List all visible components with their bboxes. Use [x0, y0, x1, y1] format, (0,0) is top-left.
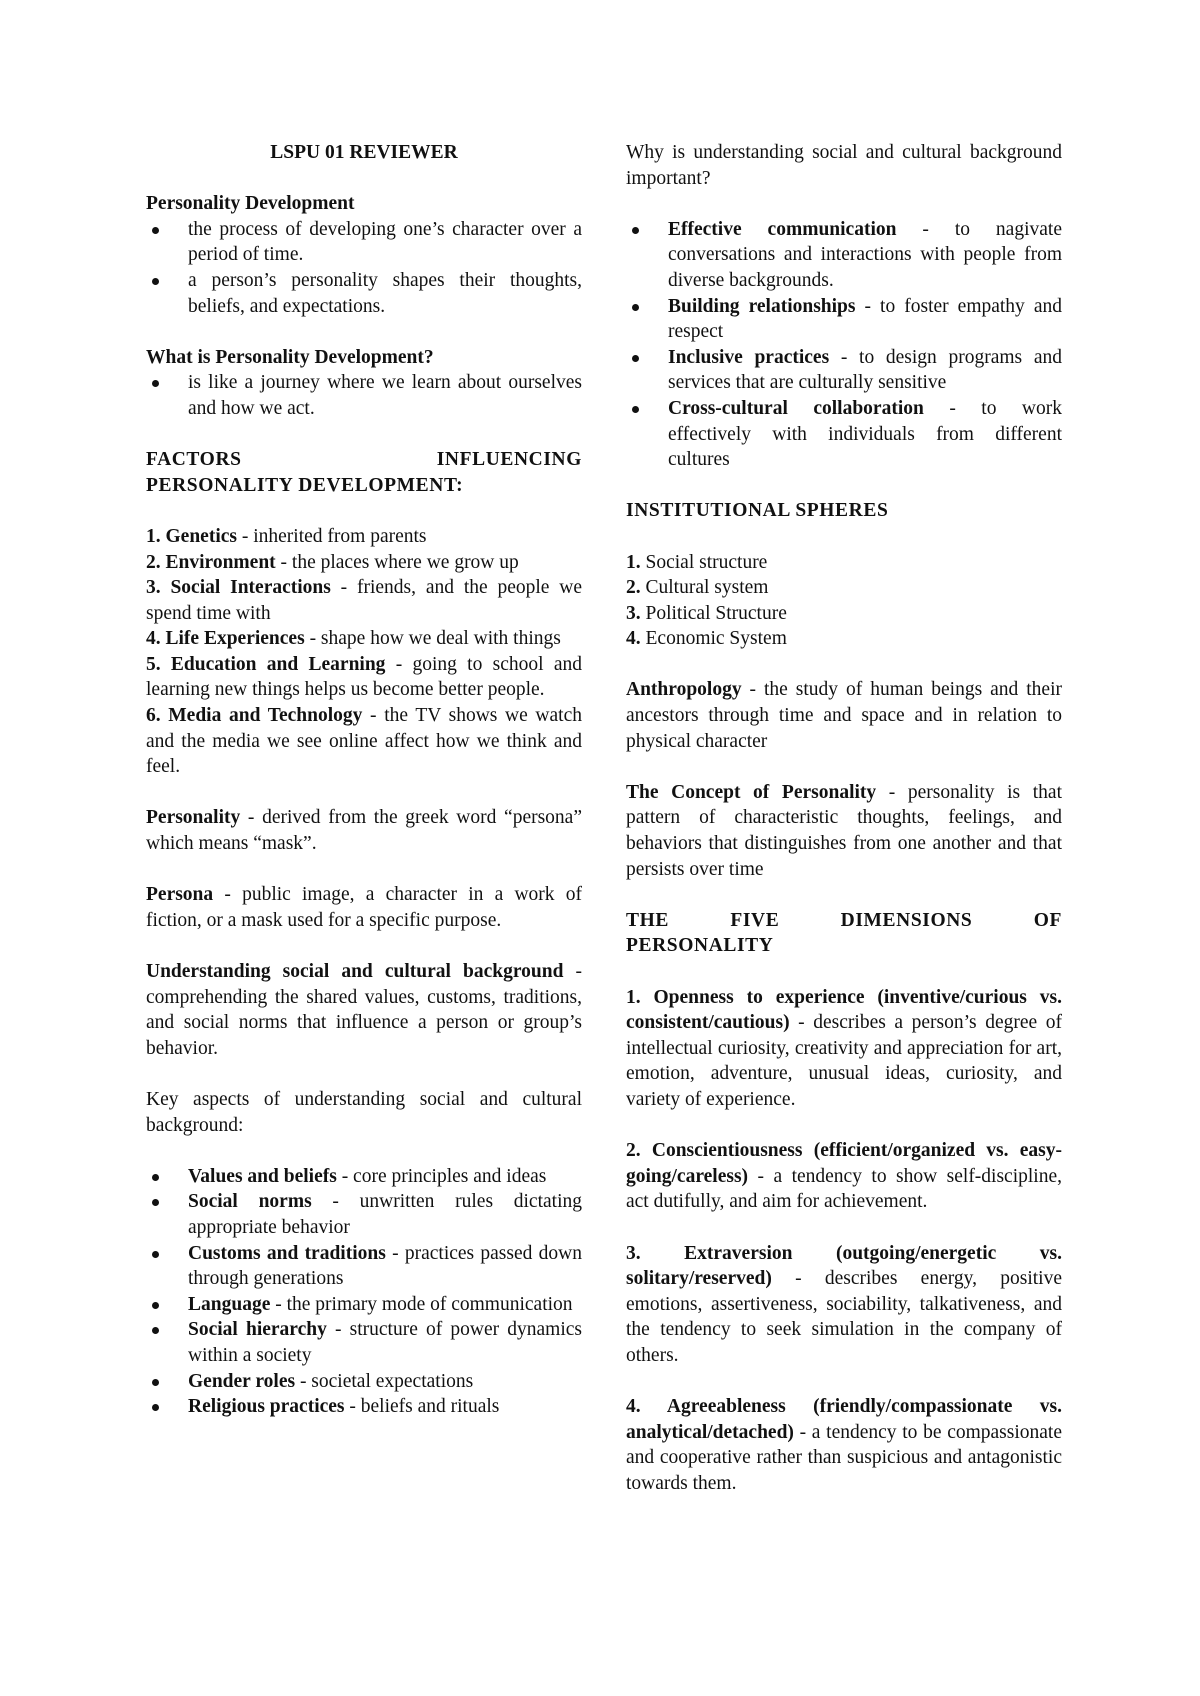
five-heading-line2: PERSONALITY	[626, 935, 774, 957]
factor-item: 3. Social Interactions - friends, and the people we spend time with	[146, 577, 583, 624]
what-bullet-list	[146, 370, 582, 421]
bullet-icon	[152, 1251, 159, 1258]
factors-heading-line1: FACTORS INFLUENCING	[146, 449, 582, 471]
bullet-icon	[152, 380, 159, 387]
bullet-icon	[152, 1379, 159, 1386]
anthropology-definition: Anthropology - the study of human beings and their ancestors through time and space and in relation to physical character	[626, 679, 1062, 752]
dimension-item: 4. Agreeableness (friendly/compassionate vs. analytical/detached) - a tendency to be compassionate and cooperative rather than suspicious and antagonistic towards them.	[626, 1396, 1062, 1494]
document-title: LSPU 01 REVIEWER	[270, 142, 458, 163]
what-heading: What is Personality Development?	[146, 346, 434, 368]
bullet-icon	[632, 304, 639, 311]
pd-bullet-list	[146, 217, 582, 319]
why-bullet: Cross-cultural collaboration - to work effectively with individuals from different cultures	[626, 396, 1062, 473]
left-column	[146, 140, 582, 1420]
why-bullet-list	[626, 217, 1062, 473]
bullet-icon	[152, 227, 159, 234]
factor-item: 6. Media and Technology - the TV shows we watch and the media we see online affect how we think and feel.	[146, 705, 582, 778]
why-question: Why is understanding social and cultural background important?	[626, 142, 1062, 189]
bullet-icon	[152, 1302, 159, 1309]
pd-bullet: the process of developing one’s character over a period of time.	[146, 217, 582, 268]
key-aspect-item: Customs and traditions - practices passed down through generations	[146, 1241, 582, 1292]
factor-item: 5. Education and Learning - going to school and learning new things helps us become better people.	[146, 653, 582, 701]
factor-item: 1. Genetics - inherited from parents	[146, 525, 427, 547]
key-aspect-item: Social hierarchy - structure of power dynamics within a society	[146, 1317, 582, 1368]
why-bullet: Building relationships - to foster empathy and respect	[626, 294, 1062, 345]
why-bullet: Effective communication - to nagivate conversations and interactions with people from diverse backgrounds.	[626, 217, 1062, 294]
bullet-icon	[632, 227, 639, 234]
persona-definition: Persona - public image, a character in a work of fiction, or a mask used for a specific purpose.	[146, 884, 582, 931]
five-heading-line1: THE FIVE DIMENSIONS OF	[626, 909, 1062, 931]
dimension-item: 2. Conscientiousness (efficient/organized vs. easy-going/careless) - a tendency to show self-discipline, act dutifully, and aim for achievement.	[626, 1140, 1062, 1213]
what-bullet: is like a journey where we learn about ourselves and how we act.	[146, 370, 582, 421]
factors-heading-line2: PERSONALITY DEVELOPMENT:	[146, 474, 464, 496]
spheres-heading: INSTITUTIONAL SPHERES	[626, 500, 889, 522]
personality-definition: Personality - derived from the greek word “persona” which means “mask”.	[146, 807, 582, 855]
bullet-icon	[632, 355, 639, 362]
usc-definition: Understanding social and cultural background - comprehending the shared values, customs, traditions, and social norms that influence a person or group’s behavior.	[146, 961, 582, 1059]
spheres-list	[626, 550, 1062, 652]
key-aspects-intro: Key aspects of understanding social and cultural background:	[146, 1088, 582, 1136]
key-aspects-list	[146, 1164, 582, 1420]
sphere-item: 3. Political Structure	[626, 602, 787, 624]
factor-item: 2. Environment - the places where we grow up	[146, 551, 519, 573]
factors-list	[146, 524, 582, 780]
bullet-icon	[152, 1404, 159, 1411]
dimension-item: 3. Extraversion (outgoing/energetic vs. solitary/reserved) - describes energy, positive emotions, assertiveness, sociability, talkativeness, and the tendency to seek simulation in the company of others.	[626, 1242, 1062, 1366]
sphere-item: 2. Cultural system	[626, 577, 769, 599]
dimension-item: 1. Openness to experience (inventive/curious vs. consistent/cautious) - describes a person’s degree of intellectual curiosity, creativity and appreciation for art, emotion, adventure, unusual ideas, curiosity, and variety of experience.	[626, 986, 1062, 1110]
bullet-icon	[152, 1174, 159, 1181]
right-column	[626, 140, 1062, 1496]
key-aspect-item: Social norms - unwritten rules dictating appropriate behavior	[146, 1189, 582, 1240]
factor-item: 4. Life Experiences - shape how we deal with things	[146, 628, 561, 650]
key-aspect-item: Values and beliefs - core principles and ideas	[146, 1164, 582, 1190]
pd-bullet: a person’s personality shapes their thoughts, beliefs, and expectations.	[146, 268, 582, 319]
bullet-icon	[152, 1199, 159, 1206]
sphere-item: 1. Social structure	[626, 551, 768, 573]
why-bullet: Inclusive practices - to design programs and services that are culturally sensitive	[626, 345, 1062, 396]
concept-definition: The Concept of Personality - personality is that pattern of characteristic thoughts, feelings, and behaviors that distinguishes from one another and that persists over time	[626, 781, 1062, 880]
bullet-icon	[152, 278, 159, 285]
bullet-icon	[632, 406, 639, 413]
key-aspect-item: Gender roles - societal expectations	[146, 1369, 582, 1395]
pd-heading: Personality Development	[146, 193, 355, 215]
key-aspect-item: Religious practices - beliefs and rituals	[146, 1394, 582, 1420]
bullet-icon	[152, 1327, 159, 1334]
sphere-item: 4. Economic System	[626, 628, 787, 650]
key-aspect-item: Language - the primary mode of communication	[146, 1292, 582, 1318]
